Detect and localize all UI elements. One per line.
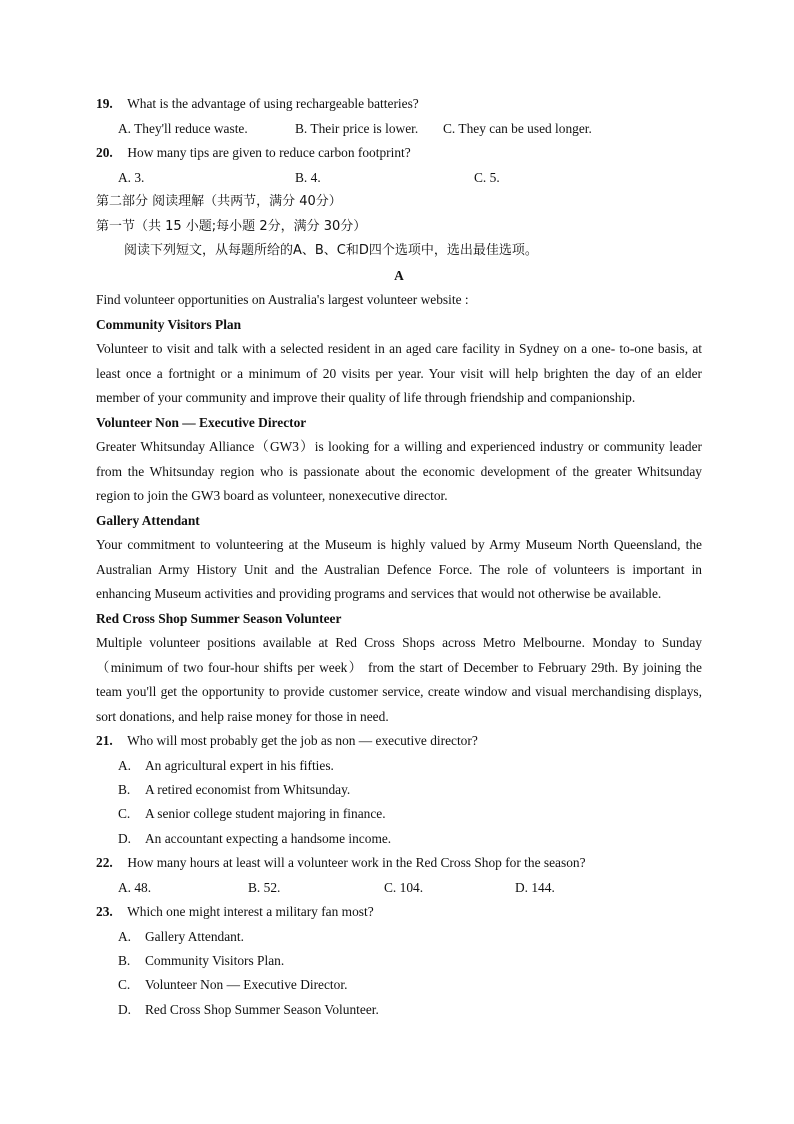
option-letter: C. xyxy=(118,806,131,822)
question-text: How many hours at least will a volunteer work in the Red Cross Shop for the season? xyxy=(127,855,586,871)
passage-label: A xyxy=(394,267,404,283)
option-text: A retired economist from Whitsunday. xyxy=(145,781,351,797)
option-c: C. They can be used longer. xyxy=(443,120,592,136)
question-23 xyxy=(96,900,702,925)
option-a xyxy=(96,754,702,778)
option-d xyxy=(96,998,702,1022)
option-b xyxy=(96,949,702,973)
option-b xyxy=(96,778,702,802)
option-c: C. 5. xyxy=(474,169,500,185)
question-number: 22. xyxy=(96,855,113,871)
item-title: Community Visitors Plan xyxy=(96,316,242,332)
question-19 xyxy=(96,92,702,117)
option-d xyxy=(96,827,702,851)
option-letter: D. xyxy=(118,830,132,846)
question-22 xyxy=(96,851,702,876)
question-19-options xyxy=(96,117,702,142)
option-letter: A. xyxy=(118,757,132,773)
option-text: Gallery Attendant. xyxy=(145,928,244,944)
item-body: Volunteer to visit and talk with a selected resident in an aged care facility in Sydney on a one- to-one basis, at least once a fortnight or a minimum of 20 visits per year. Your visit will help brighten the day of an elder member of your community and improve their quality of life through friendship and companionship. xyxy=(96,341,702,405)
question-22-options xyxy=(96,876,702,901)
option-text: Community Visitors Plan. xyxy=(145,952,285,968)
option-a: A. They'll reduce waste. xyxy=(118,120,248,136)
section-subtitle: 第一节（共 15 小题;每小题 2分，满分 30分） xyxy=(96,218,367,234)
option-b: B. Their price is lower. xyxy=(295,120,419,136)
option-d: D. 144. xyxy=(515,879,555,895)
question-text: How many tips are given to reduce carbon footprint? xyxy=(127,145,411,160)
option-b: B. 4. xyxy=(295,169,321,185)
option-c xyxy=(96,802,702,826)
option-letter: D. xyxy=(118,1001,132,1017)
question-20 xyxy=(96,141,702,166)
question-number: 21. xyxy=(96,733,113,748)
question-number: 20. xyxy=(96,145,113,160)
item-title: Gallery Attendant xyxy=(96,512,200,528)
option-b: B. 52. xyxy=(248,879,281,895)
item-body: Multiple volunteer positions available at Red Cross Shops across Metro Melbourne. Monday to Sunday （minimum of two four-hour shifts per week） from the start of December to February 29th. By joining the team you'll get the opportunity to provide customer service, create window and visual merchandising displays, sort donations, and help raise money for those in need. xyxy=(96,635,702,724)
item-title: Red Cross Shop Summer Season Volunteer xyxy=(96,610,342,626)
option-c xyxy=(96,973,702,997)
option-text: An accountant expecting a handsome income. xyxy=(145,830,392,846)
option-text: A senior college student majoring in finance. xyxy=(145,806,386,822)
passage-intro: Find volunteer opportunities on Australia's largest volunteer website : xyxy=(96,292,469,307)
item-body: Your commitment to volunteering at the Museum is highly valued by Army Museum North Queensland, the Australian Army History Unit and the Australian Defence Force. The role of volunteers is important in enhancing Museum activities and providing programs and services that would not otherwise be available. xyxy=(96,537,702,601)
question-text: Who will most probably get the job as non — executive director? xyxy=(127,733,478,748)
exam-page xyxy=(96,92,702,1022)
option-letter: C. xyxy=(118,977,131,993)
question-21 xyxy=(96,729,702,754)
option-letter: A. xyxy=(118,928,132,944)
question-number: 19. xyxy=(96,96,113,111)
option-letter: B. xyxy=(118,952,131,968)
question-number: 23. xyxy=(96,904,113,920)
option-text: Red Cross Shop Summer Season Volunteer. xyxy=(145,1001,379,1017)
option-c: C. 104. xyxy=(384,879,424,895)
question-text: What is the advantage of using rechargeable batteries? xyxy=(127,96,419,111)
question-20-options xyxy=(96,166,702,191)
item-body: Greater Whitsunday Alliance（GW3）is looking for a willing and experienced industry or community leader from the Whitsunday region who is passionate about the economic development of the greater Whitsunday region to join the GW3 board as volunteer, nonexecutive director. xyxy=(96,439,702,503)
option-text: Volunteer Non — Executive Director. xyxy=(145,977,348,993)
question-text: Which one might interest a military fan most? xyxy=(127,904,374,920)
instruction-text: 阅读下列短文，从每题所给的A、B、C和D四个选项中，选出最佳选项。 xyxy=(124,243,538,258)
option-a: A. 3. xyxy=(118,169,145,185)
option-text: An agricultural expert in his fifties. xyxy=(145,757,334,773)
option-a: A. 48. xyxy=(118,879,152,895)
item-title: Volunteer Non — Executive Director xyxy=(96,414,307,430)
part-title: 第二部分 阅读理解（共两节，满分 40分） xyxy=(96,194,342,209)
option-a xyxy=(96,925,702,949)
option-letter: B. xyxy=(118,781,131,797)
